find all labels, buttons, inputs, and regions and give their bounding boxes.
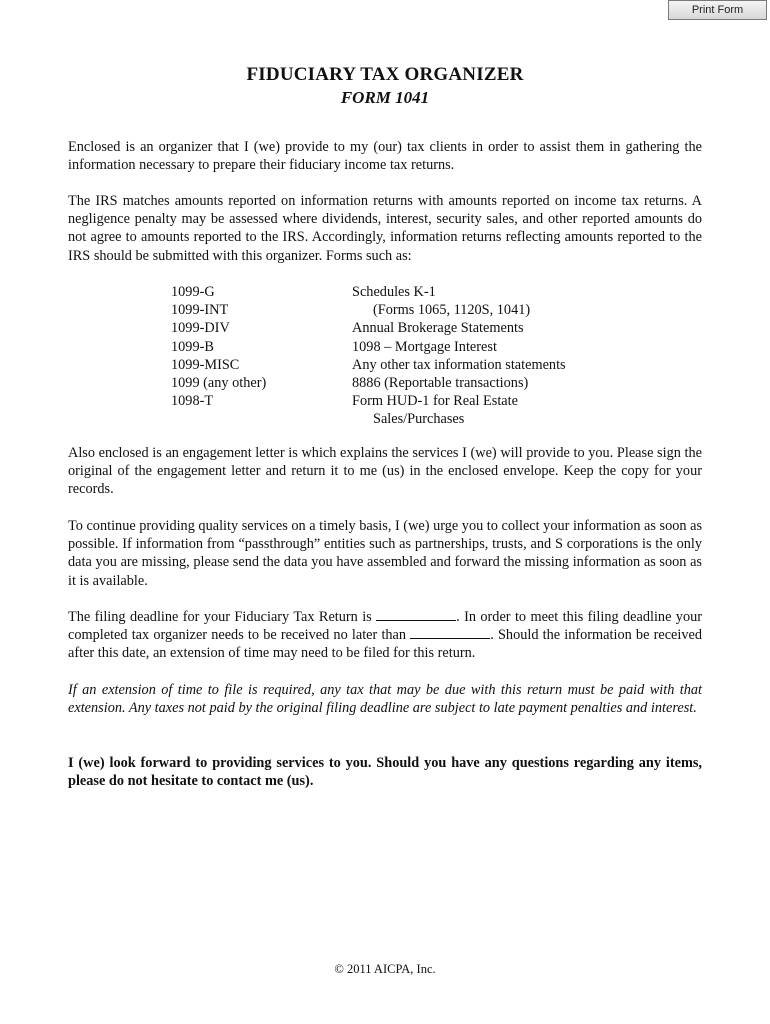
received-by-blank (410, 626, 490, 639)
form-item: 8886 (Reportable transactions) (352, 375, 529, 392)
timely-services-paragraph: To continue providing quality services on a timely basis, I (we) urge you to collect your information as soon as possible. If information from “passthrough” entities such as partnerships, trusts, and S corporations is the only data you are missing, please send the data you have assembled and forward the missing information as soon as it is available. (68, 518, 703, 589)
form-item: Schedules K-1 (352, 284, 436, 300)
form-item: (Forms 1065, 1120S, 1041) (373, 302, 531, 319)
closing-paragraph: I (we) look forward to providing services to you. Should you have any questions regarding any items, please do not hesitate to contact me (us). (68, 755, 702, 790)
form-item: 1099-G (171, 284, 215, 300)
filing-deadline-paragraph (68, 608, 702, 663)
document-subtitle: FORM 1041 (340, 88, 430, 107)
extension-paragraph: If an extension of time to file is required, any tax that may be due with this return must be paid with that extension. Any taxes not paid by the original filing deadline are subject to late payment penalties and interest. (68, 682, 702, 717)
forms-list-right (352, 283, 566, 429)
print-form-button[interactable]: Print Form (668, 0, 767, 20)
form-item: 1099 (any other) (171, 375, 267, 392)
irs-matching-paragraph: The IRS matches amounts reported on information returns with amounts reported on income tax returns. A negligence penalty may be assessed where dividends, interest, security sales, and other reported amounts do not agree to amounts reported to the IRS. Accordingly, information returns reflecting amounts reported to the IRS should be submitted with this organizer. Forms such as: (68, 193, 702, 264)
form-item: 1098 – Mortgage Interest (352, 338, 497, 355)
form-item: 1099-INT (171, 302, 229, 319)
copyright-footer: © 2011 AICPA, Inc. (334, 962, 436, 976)
form-item: 1099-DIV (171, 320, 230, 337)
deadline-text-a: The filing deadline for your Fiduciary Tax Return is (68, 609, 372, 625)
form-item: 1099-B (171, 338, 214, 355)
engagement-letter-paragraph: Also enclosed is an engagement letter is which explains the services I (we) will provide to you. Please sign the original of the engagement letter and return it to me (us) in the enclosed envelope. Keep the copy for your records. (68, 445, 702, 498)
filing-deadline-blank (376, 608, 456, 621)
deadline-text-c: . Should the information be received after this date, an extension of time may need to be filed for this return. (68, 627, 702, 662)
form-item: Sales/Purchases (373, 411, 465, 428)
form-item: Annual Brokerage Statements (352, 320, 524, 337)
intro-paragraph: Enclosed is an organizer that I (we) provide to my (our) tax clients in order to assist them in gathering the information necessary to prepare their fiduciary income tax returns. (68, 139, 702, 174)
form-item: 1098-T (171, 393, 214, 410)
form-item: Any other tax information statements (352, 356, 566, 373)
form-item: Form HUD-1 for Real Estate (352, 393, 518, 410)
deadline-text-b: . In order to meet this filing deadline your completed tax organizer needs to be received no later than (68, 609, 703, 644)
forms-list-left (171, 283, 266, 410)
form-item: 1099-MISC (171, 356, 240, 373)
document-title: FIDUCIARY TAX ORGANIZER (246, 64, 524, 85)
